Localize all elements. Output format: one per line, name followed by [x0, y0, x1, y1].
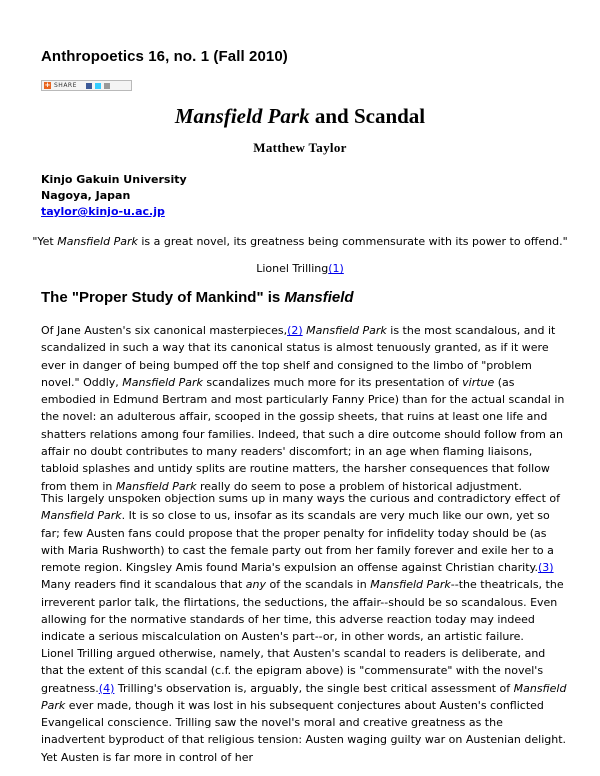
epigraph-quote — [0, 235, 600, 248]
twitter-icon[interactable] — [95, 83, 101, 89]
epigraph-text-end: is a great novel, its greatness being commensurate with its power to offend." — [137, 235, 568, 248]
footnote-link-4[interactable]: (4) — [98, 681, 115, 695]
title-italic: Mansfield Park — [174, 104, 310, 128]
university: Kinjo Gakuin University — [41, 173, 187, 186]
email-icon[interactable] — [104, 83, 110, 89]
attribution-name: Lionel Trilling — [256, 262, 329, 275]
epigraph-text: "Yet — [32, 235, 58, 248]
paragraph-2: This largely unspoken objection sums up in many ways the curious and contradictory effect of Mansfield Park. It is so close to us, insofar as its scandals are very much like our own, yet so far; few Austen fans could propose that the proper penalty for infidelity today should be (as with Maria Rushworth) to cast the female party out from her family forever and exile her to a remote region. Kingsley Amis found Maria's expulsion an offense against Christian charity.(3) Many readers find it scandalous that any of the scandals in Mansfield Park--the theatricals, the irreverent parlor talk, the flirtations, the seductions, the affair--should be so scandalous. Even allowing for the normative standards of her time, this adverse reaction today may indeed indicate a serious miscalculation on Austen's part--or, in other words, an artistic failure. — [41, 492, 564, 644]
title-rest: and Scandal — [309, 104, 426, 128]
author-affiliation — [41, 172, 187, 220]
journal-citation: Anthropoetics 16, no. 1 (Fall 2010) — [41, 48, 288, 65]
section-heading — [41, 289, 354, 306]
heading-italic: Mansfield — [284, 289, 354, 306]
paragraph-1: Of Jane Austen's six canonical masterpieces,(2) Mansfield Park is the most scandalous, and it scandalized in such a way that its canonical status is almost tenuously granted, as if it were ever in danger of being bumped off the top shelf and consigned to the limbo of "problem novel." Oddly, Mansfield Park scandalizes much more for its presentation of virtue (as embodied in Edmund Bertram and most particularly Fanny Price) than for the actual scandal in the novel: an adulterous affair, scooped in the gossip sheets, that ruins at least one life and shatters relations among four families. Indeed, that such a dire outcome should follow from an affair no doubt contributes to many readers' discomfort; in an age when flaming liaisons, tabloid splashes and untidy splits are routine matters, the harsher consequences that follow from them in Mansfield Park really do seem to pose a problem of historical adjustment. — [41, 324, 565, 493]
footnote-link-3[interactable]: (3) — [537, 561, 554, 575]
city: Nagoya, Japan — [41, 189, 131, 202]
heading-text: The "Proper Study of Mankind" is — [41, 289, 285, 306]
share-plus-icon: + — [44, 81, 51, 89]
footnote-link-2[interactable]: (2) — [287, 324, 303, 337]
author-name: Matthew Taylor — [253, 140, 347, 155]
epigraph-attribution — [0, 262, 600, 275]
share-label: SHARE — [54, 82, 77, 89]
share-button[interactable] — [41, 80, 132, 91]
epigraph-italic: Mansfield Park — [57, 235, 138, 248]
paragraph-3: Lionel Trilling argued otherwise, namely, that Austen's scandal to readers is deliberate, and that the extent of this scandal (c.f. the epigram above) is "commensurate" with the novel's greatness.(4) Trilling's observation is, arguably, the single best critical assessment of Mansfield Park ever made, though it was lost in his subsequent conjectures about Austen's conflicted Evangelical conscience. Trilling saw the novel's moral and creative greatness as the inadvertent byproduct of that religious tension: Austen waging guilty war on Austenian delight. Yet Austen is far more in control of her — [41, 647, 567, 764]
footnote-link-1[interactable]: (1) — [328, 262, 344, 275]
article-title — [0, 104, 600, 129]
facebook-icon[interactable] — [86, 83, 92, 89]
author-email-link[interactable]: taylor@kinjo-u.ac.jp — [41, 205, 165, 218]
